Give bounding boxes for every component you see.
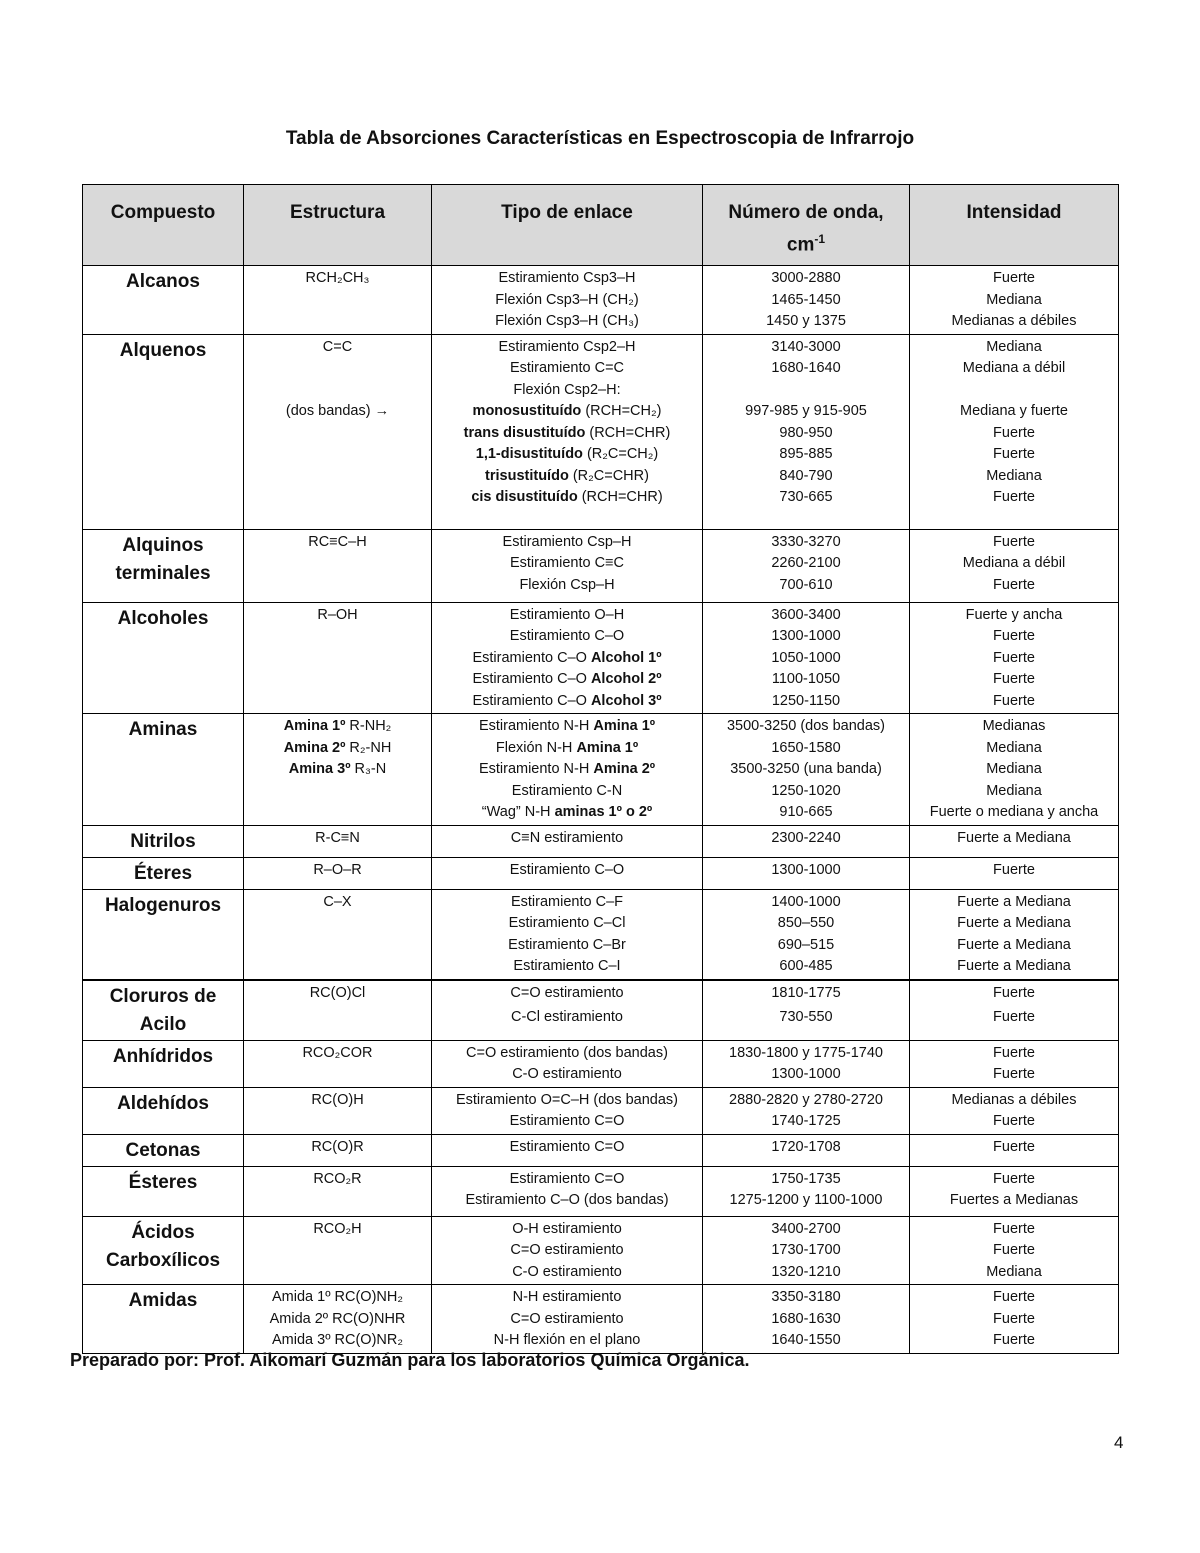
wavenumber-cell: 1720-1708 bbox=[703, 1134, 910, 1166]
ir-absorption-table bbox=[82, 184, 1119, 1354]
page-number: 4 bbox=[1114, 1433, 1124, 1452]
bond-type-cell: Estiramiento C–F Estiramiento C–Cl Estiramiento C–Br Estiramiento C–I bbox=[432, 889, 703, 980]
wavenumber-cell: 3600-3400 1300-1000 1050-1000 1100-1050 1250-1150 bbox=[703, 602, 910, 714]
structure-cell: R–OH bbox=[244, 602, 432, 714]
wavenumber-cell: 3350-3180 1680-1630 1640-1550 bbox=[703, 1285, 910, 1354]
intensity-cell: Mediana Mediana a débil Mediana y fuerte Fuerte Fuerte Mediana Fuerte bbox=[910, 334, 1119, 529]
intensity-cell: Fuerte Fuerte Fuerte bbox=[910, 1285, 1119, 1354]
wavenumber-cell: 3330-3270 2260-2100 700-610 bbox=[703, 529, 910, 602]
wavenumber-cell: 3000-2880 1465-1450 1450 y 1375 bbox=[703, 266, 910, 335]
bond-type-cell: Estiramiento Csp2–H Estiramiento C=C Flexión Csp2–H: monosustituído (RCH=CH₂) trans disustituído (RCH=CHR) 1,1-disustituído (R₂C=CH₂) trisustituído (R₂C=CHR) cis disustituído (RCH=CHR) bbox=[432, 334, 703, 529]
bond-type-cell: Estiramiento O=C–H (dos bandas) Estiramiento C=O bbox=[432, 1087, 703, 1134]
intensity-cell: Fuerte a Mediana Fuerte a Mediana Fuerte a Mediana Fuerte a Mediana bbox=[910, 889, 1119, 980]
intensity-cell: Fuerte a Mediana bbox=[910, 825, 1119, 857]
intensity-cell: Fuerte y ancha Fuerte Fuerte Fuerte Fuerte bbox=[910, 602, 1119, 714]
intensity-cell: Fuerte Fuerte bbox=[910, 980, 1119, 1041]
intensity-cell: Fuerte Fuerte bbox=[910, 1040, 1119, 1087]
bond-type-cell: C=O estiramiento C-Cl estiramiento bbox=[432, 980, 703, 1041]
bond-type-cell: O-H estiramiento C=O estiramiento C-O estiramiento bbox=[432, 1216, 703, 1285]
table-row bbox=[83, 857, 1119, 889]
compound-cell: Cloruros de Acilo bbox=[83, 980, 244, 1041]
compound-cell: Aminas bbox=[83, 714, 244, 826]
structure-cell: Amina 1º R-NH₂ Amina 2º R₂-NH Amina 3º R₃-N bbox=[244, 714, 432, 826]
structure-cell: RCO₂H bbox=[244, 1216, 432, 1285]
structure-cell: R-C≡N bbox=[244, 825, 432, 857]
table-row bbox=[83, 529, 1119, 602]
table-row bbox=[83, 602, 1119, 714]
wavenumber-cell: 3140-3000 1680-1640 997-985 y 915-905 980-950 895-885 840-790 730-665 bbox=[703, 334, 910, 529]
table-row bbox=[83, 1216, 1119, 1285]
intensity-cell: Medianas Mediana Mediana Mediana Fuerte o mediana y ancha bbox=[910, 714, 1119, 826]
compound-cell: Halogenuros bbox=[83, 889, 244, 980]
table-row bbox=[83, 1285, 1119, 1354]
bond-type-cell: Estiramiento N-H Amina 1º Flexión N-H Amina 1º Estiramiento N-H Amina 2º Estiramiento C-N “Wag” N-H aminas 1º o 2º bbox=[432, 714, 703, 826]
intensity-cell: Medianas a débiles Fuerte bbox=[910, 1087, 1119, 1134]
table-row bbox=[83, 1040, 1119, 1087]
bond-type-cell: N-H estiramiento C=O estiramiento N-H flexión en el plano bbox=[432, 1285, 703, 1354]
structure-cell: RCO₂COR bbox=[244, 1040, 432, 1087]
intensity-cell: Fuerte bbox=[910, 857, 1119, 889]
bond-type-cell: Estiramiento C=O bbox=[432, 1134, 703, 1166]
table-header-row bbox=[83, 185, 1119, 266]
compound-cell: Alquenos bbox=[83, 334, 244, 529]
compound-cell: Éteres bbox=[83, 857, 244, 889]
wavenumber-cell: 2300-2240 bbox=[703, 825, 910, 857]
intensity-cell: Fuerte Mediana Medianas a débiles bbox=[910, 266, 1119, 335]
structure-cell: RC(O)H bbox=[244, 1087, 432, 1134]
header-intensidad: Intensidad bbox=[910, 185, 1119, 266]
bond-type-cell: C=O estiramiento (dos bandas) C-O estiramiento bbox=[432, 1040, 703, 1087]
intensity-cell: Fuerte Fuerte Mediana bbox=[910, 1216, 1119, 1285]
table-row bbox=[83, 334, 1119, 529]
wavenumber-cell: 1810-1775 730-550 bbox=[703, 980, 910, 1041]
compound-cell: Ácidos Carboxílicos bbox=[83, 1216, 244, 1285]
bond-type-cell: Estiramiento C=O Estiramiento C–O (dos bandas) bbox=[432, 1166, 703, 1216]
header-numero-label: Número de onda, bbox=[728, 202, 884, 223]
structure-cell: RC(O)Cl bbox=[244, 980, 432, 1041]
compound-cell: Amidas bbox=[83, 1285, 244, 1354]
wavenumber-cell: 3500-3250 (dos bandas) 1650-1580 3500-3250 (una banda) 1250-1020 910-665 bbox=[703, 714, 910, 826]
table-row bbox=[83, 825, 1119, 857]
compound-cell: Nitrilos bbox=[83, 825, 244, 857]
compound-cell: Aldehídos bbox=[83, 1087, 244, 1134]
structure-cell: C=C (dos bandas) → bbox=[244, 334, 432, 529]
table-row bbox=[83, 1166, 1119, 1216]
wavenumber-cell: 1400-1000 850–550 690–515 600-485 bbox=[703, 889, 910, 980]
structure-cell: RC≡C–H bbox=[244, 529, 432, 602]
table-row bbox=[83, 1087, 1119, 1134]
bond-type-cell: Estiramiento Csp–H Estiramiento C≡C Flexión Csp–H bbox=[432, 529, 703, 602]
structure-cell: RCO₂R bbox=[244, 1166, 432, 1216]
table-row bbox=[83, 980, 1119, 1041]
header-estructura: Estructura bbox=[244, 185, 432, 266]
compound-cell: Anhídridos bbox=[83, 1040, 244, 1087]
prepared-by-note: Preparado por: Prof. Aikomarí Guzmán para los laboratorios Química Orgánica. bbox=[70, 1350, 750, 1370]
table-row bbox=[83, 889, 1119, 980]
wavenumber-cell: 2880-2820 y 2780-2720 1740-1725 bbox=[703, 1087, 910, 1134]
bond-type-cell: Estiramiento Csp3–H Flexión Csp3–H (CH₂) Flexión Csp3–H (CH₃) bbox=[432, 266, 703, 335]
compound-cell: Cetonas bbox=[83, 1134, 244, 1166]
structure-cell: RC(O)R bbox=[244, 1134, 432, 1166]
compound-cell: Ésteres bbox=[83, 1166, 244, 1216]
wavenumber-cell: 1300-1000 bbox=[703, 857, 910, 889]
wavenumber-cell: 3400-2700 1730-1700 1320-1210 bbox=[703, 1216, 910, 1285]
header-numero-exp: -1 bbox=[814, 232, 826, 246]
table-row bbox=[83, 714, 1119, 826]
wavenumber-cell: 1830-1800 y 1775-1740 1300-1000 bbox=[703, 1040, 910, 1087]
wavenumber-cell: 1750-1735 1275-1200 y 1100-1000 bbox=[703, 1166, 910, 1216]
header-numero-onda bbox=[703, 185, 910, 266]
header-numero-unit: cm bbox=[786, 234, 815, 256]
header-compuesto: Compuesto bbox=[83, 185, 244, 266]
structure-cell: RCH₂CH₃ bbox=[244, 266, 432, 335]
table-row bbox=[83, 266, 1119, 335]
bond-type-cell: Estiramiento O–H Estiramiento C–O Estiramiento C–O Alcohol 1º Estiramiento C–O Alcohol 2º Estiramiento C–O Alcohol 3º bbox=[432, 602, 703, 714]
intensity-cell: Fuerte Fuertes a Medianas bbox=[910, 1166, 1119, 1216]
header-tipo-enlace: Tipo de enlace bbox=[432, 185, 703, 266]
bond-type-cell: Estiramiento C–O bbox=[432, 857, 703, 889]
intensity-cell: Fuerte Mediana a débil Fuerte bbox=[910, 529, 1119, 602]
compound-cell: Alcanos bbox=[83, 266, 244, 335]
compound-cell: Alquinos terminales bbox=[83, 529, 244, 602]
structure-cell: C–X bbox=[244, 889, 432, 980]
page-title: Tabla de Absorciones Características en Espectroscopia de Infrarrojo bbox=[285, 128, 915, 149]
bond-type-cell: C≡N estiramiento bbox=[432, 825, 703, 857]
compound-cell: Alcoholes bbox=[83, 602, 244, 714]
table-row bbox=[83, 1134, 1119, 1166]
structure-cell: Amida 1º RC(O)NH₂ Amida 2º RC(O)NHR Amida 3º RC(O)NR₂ bbox=[244, 1285, 432, 1354]
intensity-cell: Fuerte bbox=[910, 1134, 1119, 1166]
structure-cell: R–O–R bbox=[244, 857, 432, 889]
